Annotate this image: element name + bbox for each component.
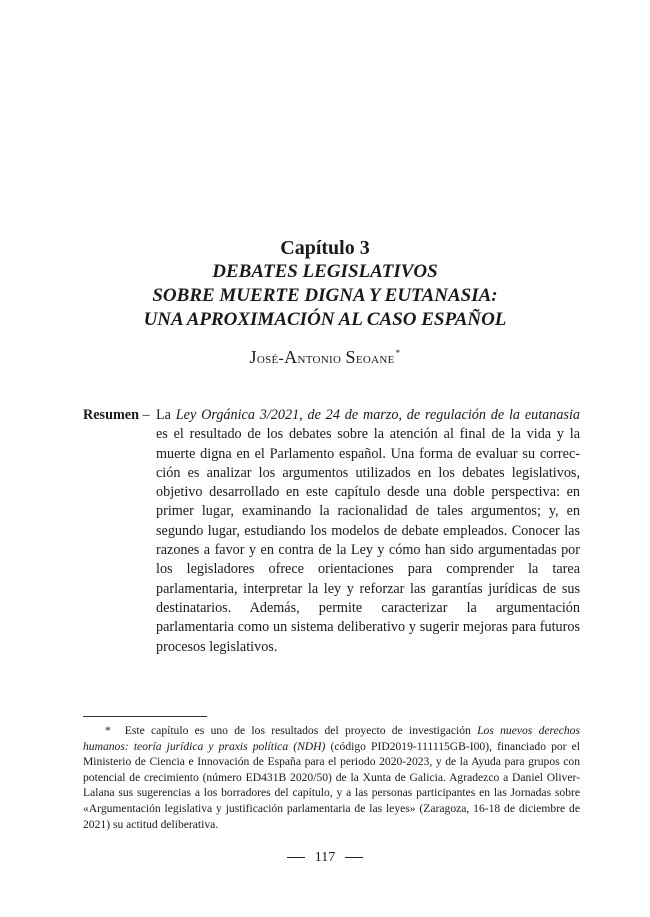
footnote-text: (código PID2019-111115GB-I00), financiado por el Ministerio de Ciencia e Innovación de España para el periodo 2020-2023, y de la Ayuda para grupos con potencial de crecimiento (número ED431B 2020/50) de la Xunta de Galicia. Agradezco a Daniel Oliver-Lalana sus sugerencias a los borradores del capítulo, y a las personas participantes en las Jornadas sobre «Argumentación legislativa y justificación parlamentaria de las leyes» (Zaragoza, 16-18 de diciembre de 2021) su actitud deliberativa. (83, 739, 580, 831)
folio-dash-left (287, 857, 305, 858)
chapter-title-line: UNA APROXIMACIÓN AL CASO ESPAÑOL (143, 309, 507, 330)
author-initial: J (249, 347, 257, 367)
abstract-label-text: Resumen (83, 407, 139, 423)
footnote (83, 723, 580, 832)
abstract-body (156, 406, 580, 657)
abstract-body-prefix: La (156, 407, 176, 423)
abstract-label (83, 406, 150, 425)
chapter-title-line: DEBATES LEGISLATIVOS (212, 261, 438, 282)
chapter-title (0, 260, 650, 332)
author-initial: A (284, 347, 298, 367)
abstract-body-text: es el resultado de los debates sobre la atención al final de la vida y la muerte digna en el Parlamento español. Una forma de evaluar su corrección es analizar los argumentos utilizados en los debates legislativos, objetivo desarrollado en este capítulo desde una doble perspectiva: en primer lugar, examinando la racionalidad de tales argumentos; y, en segundo lugar, estudiando los modelos de debate empleados. Conocer las razones a favor y en contra de la Ley y cómo han sido argumentadas por los legisladores ofrece orientaciones para comprender la tarea parlamentaria, interpretar la ley y reforzar las garantías jurídicas de sus destinatarios. Además, permite caracterizar la argumentación parlamentaria como un sistema deliberativo y sugerir mejoras para futuros procesos legislativos. (156, 426, 580, 655)
author-name-part: ntonio (297, 350, 346, 367)
author-initial: S (345, 347, 356, 367)
chapter-heading (0, 236, 650, 369)
chapter-title-line: SOBRE MUERTE DIGNA Y EUTANASIA: (152, 285, 498, 306)
footnote-separator (83, 716, 207, 717)
folio-dash-right (345, 857, 363, 858)
author-name-part: eoane (355, 350, 395, 367)
law-title: Ley Orgánica 3/2021, de 24 de marzo, de regulación de la eutanasia (175, 407, 580, 423)
author-name (0, 343, 650, 369)
footnote-text: Este capítulo es uno de los resultados del proyecto de investigación (124, 724, 478, 737)
abstract-label-dash: – (138, 407, 150, 423)
project-title: Los nuevos derechos humanos: teoría jurídica y praxis política (NDH) (83, 724, 580, 753)
footnote-marker: * (105, 724, 111, 737)
chapter-number: Capítulo 3 (280, 237, 370, 259)
author-name-part: osé- (256, 350, 285, 367)
page-number: 117 (314, 850, 336, 865)
abstract (83, 406, 580, 657)
author-footnote-marker[interactable]: * (395, 348, 401, 358)
page-folio (0, 849, 650, 867)
